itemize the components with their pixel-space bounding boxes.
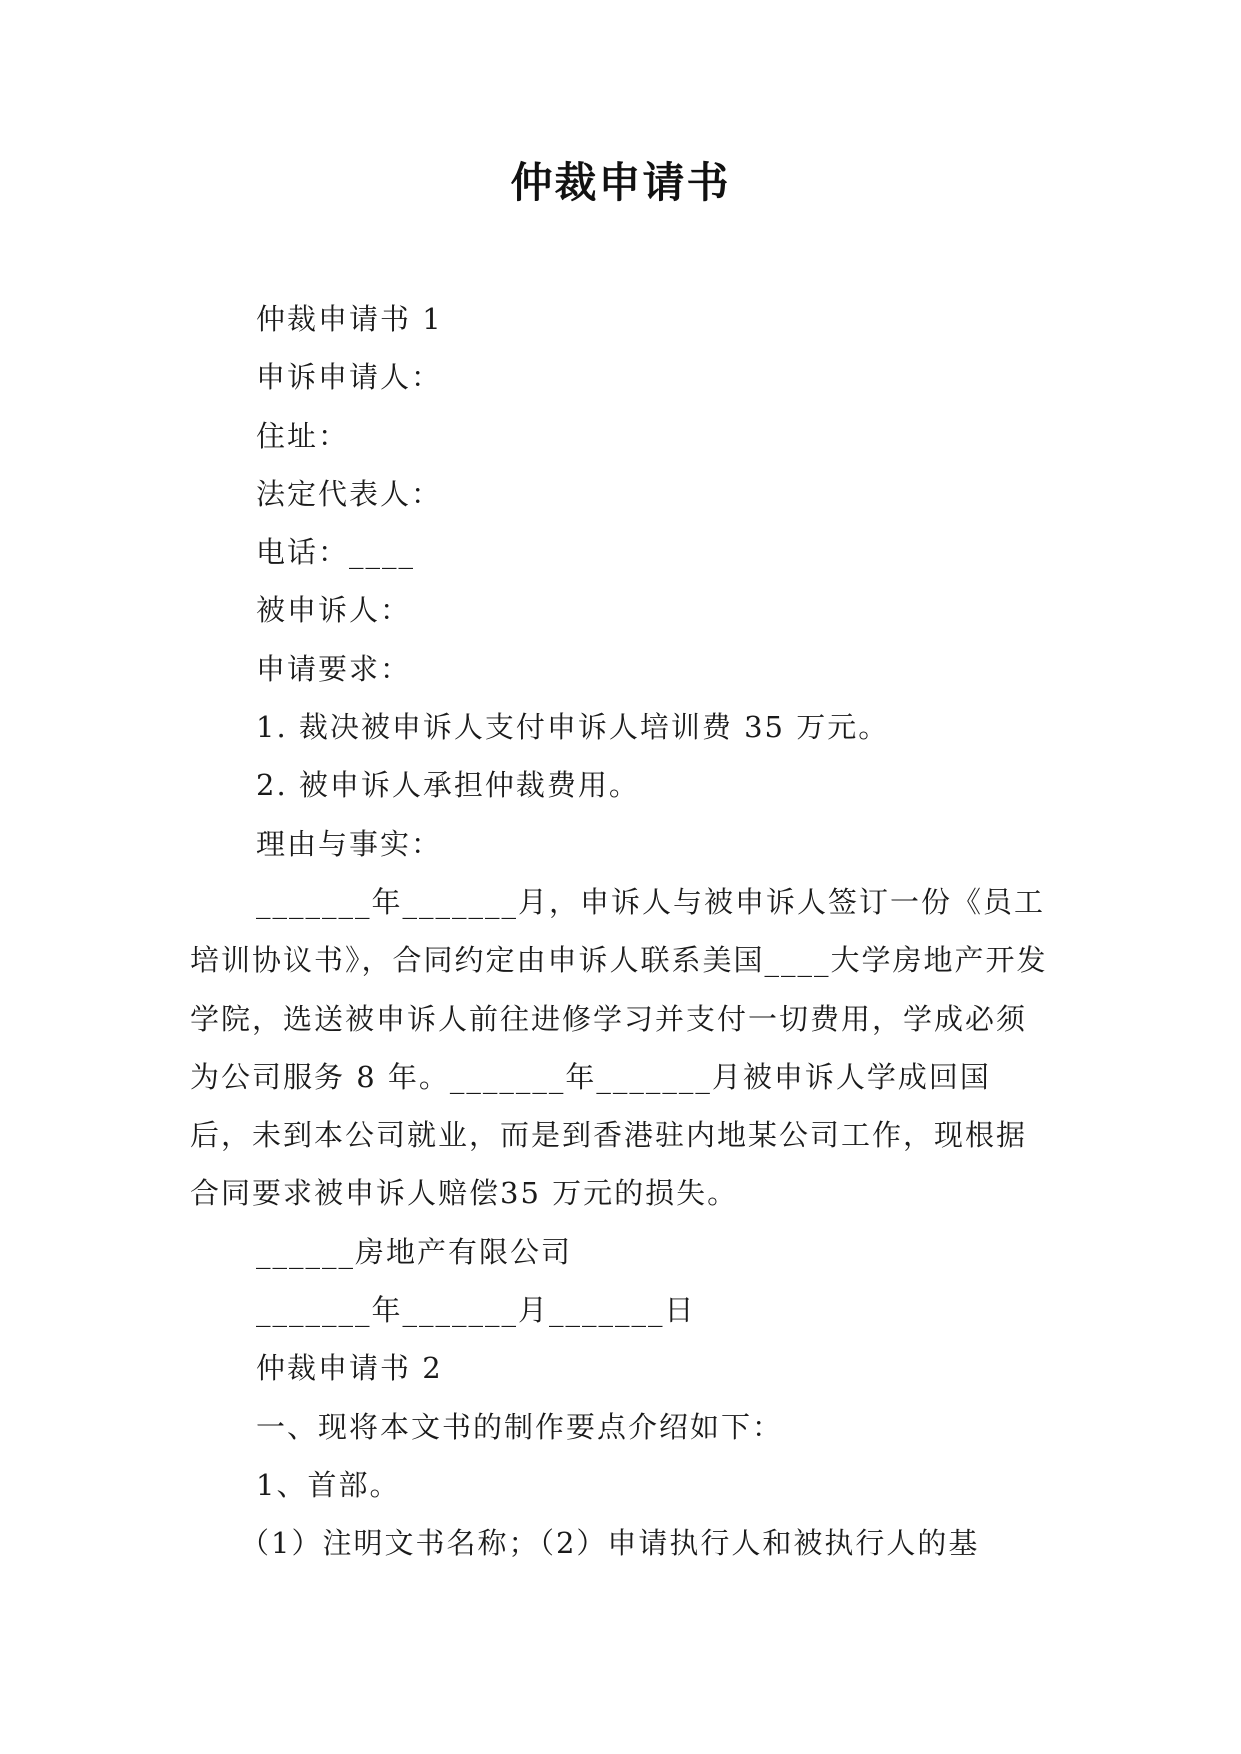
document-body <box>190 290 1050 1573</box>
address-line: 住址： <box>256 418 350 453</box>
claim-item-1: 1. 裁决被申诉人支付申诉人培训费 35 万元。 <box>256 710 890 745</box>
date-line: _______年_______月_______日 <box>256 1293 696 1328</box>
phone-line: 电话：____ <box>256 535 416 570</box>
section-heading-2: 仲裁申请书 2 <box>256 1351 443 1386</box>
section-heading-1: 仲裁申请书 1 <box>256 302 443 336</box>
claim-item-2: 2. 被申诉人承担仲裁费用。 <box>256 768 640 803</box>
facts-paragraph: _______年_______月，申诉人与被申诉人签订一份《员工培训协议书》，合同约定由申诉人联系美国____大学房地产开发学院，选送被申诉人前往进修学习并支付一切费用，学成必须为公司服务 8 年。_______年_______月被申诉人学成回国后，未到本公司就业，而是到香港驻内地某公司工作，现根据合同要求被申诉人赔偿35 万元的损失。 <box>190 884 1048 1211</box>
respondent-line: 被申诉人： <box>256 593 412 628</box>
claims-heading: 申请要求： <box>256 651 412 686</box>
header-point: 1、首部。 <box>256 1467 401 1502</box>
facts-heading: 理由与事实： <box>256 826 443 861</box>
company-signature: ______房地产有限公司 <box>256 1234 573 1269</box>
legal-representative-line: 法定代表人： <box>256 476 443 511</box>
document-title: 仲裁申请书 <box>510 158 731 207</box>
header-point-detail: （1）注明文书名称；（2）申请执行人和被执行人的基 <box>240 1526 980 1561</box>
intro-line: 一、现将本文书的制作要点介绍如下： <box>256 1409 784 1444</box>
applicant-line: 申诉申请人： <box>256 360 443 395</box>
